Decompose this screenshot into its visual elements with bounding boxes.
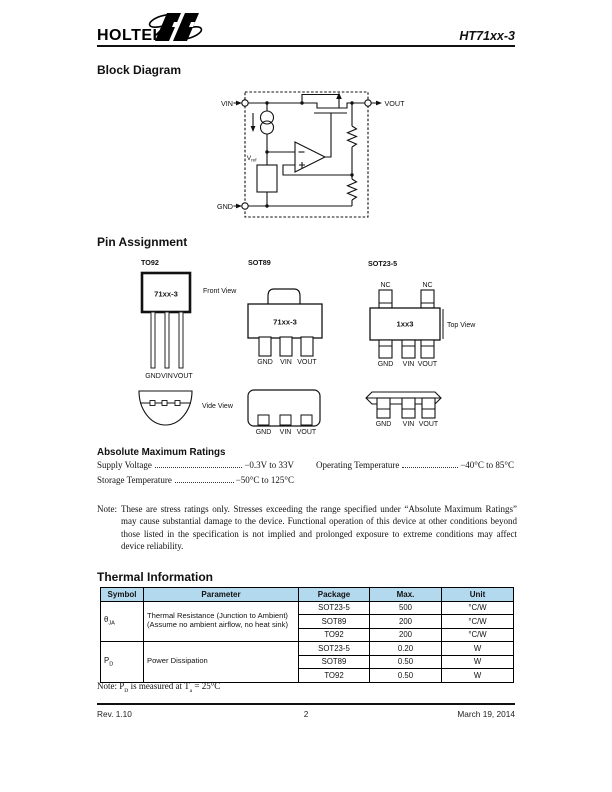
to92-bottom-view-label: Vide View: [202, 403, 233, 410]
table-header-cell: Max.: [370, 588, 442, 602]
package-cell: SOT23-5: [299, 642, 370, 656]
sot23-pin-label: VOUT: [417, 361, 438, 368]
sot89-pin-label: GND: [257, 359, 273, 366]
to92-name: TO92: [141, 258, 159, 267]
table-header-cell: Unit: [442, 588, 514, 602]
junction-dot: [350, 173, 353, 176]
source-loop-wire: [302, 95, 339, 109]
gate-drive-wire: [325, 113, 331, 157]
sot89-part-label: 71xx-3: [273, 317, 297, 327]
block-diagram-figure: [195, 86, 425, 226]
to92-dome-pin: [175, 401, 180, 406]
sot23-nc-label: NC: [422, 282, 433, 289]
pin-assignment-heading: Pin Assignment: [97, 235, 188, 249]
rating-value: −50°C to 125°C: [235, 474, 294, 485]
sot89-pin-label: VOUT: [297, 359, 317, 366]
abs-max-note: [97, 503, 517, 553]
sot89-pin: [280, 337, 292, 356]
to92-dome: [139, 391, 192, 425]
vin-arrow-icon: [236, 101, 242, 106]
dot-leader: [402, 467, 458, 468]
sot89-pad-label: GND: [255, 429, 272, 436]
sot89-pin: [259, 337, 271, 356]
vin-terminal: [242, 100, 248, 106]
to92-part-label: 71xx-3: [154, 289, 178, 299]
sot23-side-pin: [402, 398, 415, 418]
abs-max-right-column: [316, 460, 514, 475]
unit-cell: °C/W: [442, 615, 514, 629]
parameter-cell: [144, 642, 299, 683]
sot89-front-view: [248, 258, 322, 366]
junction-dot: [265, 204, 268, 207]
gnd-label: GND: [217, 202, 233, 211]
sot23-side-pin-label: VOUT: [418, 421, 439, 428]
rating-label: Storage Temperature: [97, 474, 172, 485]
pin-assignment-figure: [97, 252, 515, 442]
table-header-cell: Package: [299, 588, 370, 602]
sot23-side-pin-label: VIN: [402, 421, 415, 428]
gnd-terminal: [242, 203, 248, 209]
sot89-pin: [301, 337, 313, 356]
abs-max-heading: Absolute Maximum Ratings: [97, 447, 226, 458]
max-cell: 0.20: [370, 642, 442, 656]
transistor-arrow-icon: [336, 93, 342, 100]
unit-cell: W: [442, 642, 514, 656]
sot23-pin-label: VIN: [402, 361, 415, 368]
max-cell: 0.50: [370, 655, 442, 669]
footer-rule: [97, 703, 515, 705]
parameter-line: Power Dissipation: [147, 656, 208, 666]
to92-leg: [165, 312, 169, 368]
feedback-resistor-top: [348, 126, 357, 147]
junction-dot: [300, 101, 303, 104]
max-cell: 500: [370, 601, 442, 615]
vref-label: $V_{ref}$: [246, 155, 257, 163]
vin-label: VIN: [221, 99, 233, 108]
vout-arrow-icon: [376, 101, 382, 106]
thermal-row: [101, 601, 514, 615]
parameter-line: (Assume no ambient airflow, no heat sink): [147, 620, 288, 630]
current-arrow-icon: [251, 126, 256, 132]
thermal-header-row: [101, 588, 514, 602]
parameter-line: Thermal Resistance (Junction to Ambient): [147, 611, 288, 621]
sot23-bottom-pin: [402, 340, 415, 358]
sot89-pin-label: VIN: [280, 359, 292, 366]
note-label: Note:: [97, 504, 117, 514]
to92-pin-label: GND: [145, 373, 161, 380]
sot23-top-view-label: Top View: [447, 322, 476, 329]
abs-max-left-column: [97, 460, 294, 489]
feedback-resistor-bottom: [348, 179, 357, 200]
footer-date: March 19, 2014: [457, 709, 515, 719]
table-header-cell: Parameter: [144, 588, 299, 602]
unit-cell: W: [442, 669, 514, 683]
sot23-top-pin: [379, 290, 392, 308]
sot89-tab: [268, 289, 300, 305]
package-cell: SOT23-5: [299, 601, 370, 615]
page-title: HT71xx-3: [459, 29, 515, 43]
thermal-table: [100, 587, 514, 683]
ic-boundary-box: [245, 92, 368, 217]
sot23-part-label: 1xx3: [396, 319, 414, 329]
vout-terminal: [365, 100, 371, 106]
symbol-cell: $\theta_{JA}$: [101, 601, 144, 642]
package-cell: TO92: [299, 669, 370, 683]
sot23-side-pin: [377, 398, 390, 418]
note-text: These are stress ratings only. Stresses exceeding the range specified under “Absolute Maximum Ratings” may cause substantial damage to the device. Functional operation of this device at other conditions beyond those listed in the specification is not implied and prolonged exposure to extreme conditions may affect device reliability.: [121, 504, 517, 552]
thermal-row: [101, 642, 514, 656]
thermal-heading: Thermal Information: [97, 570, 214, 584]
parameter-cell: [144, 601, 299, 642]
rating-label: Supply Voltage: [97, 460, 152, 470]
logo-wordmark: HOLTEK: [97, 27, 165, 44]
gnd-arrow-icon: [236, 204, 242, 209]
rating-value: −0.3V to 33V: [244, 460, 294, 470]
sot23-side-pin-label: GND: [375, 421, 392, 428]
sot23-name: SOT23-5: [368, 259, 398, 268]
to92-front-view-label: Front View: [203, 288, 237, 295]
to92-leg: [151, 312, 155, 368]
rating-row: [316, 460, 514, 475]
sot23-top-pin: [421, 290, 434, 308]
rating-label: Operating Temperature: [316, 460, 400, 470]
holtek-logo: [97, 14, 277, 48]
junction-dot: [265, 101, 268, 104]
to92-front-view: [141, 258, 237, 380]
table-header-cell: Symbol: [101, 588, 144, 602]
package-cell: SOT89: [299, 615, 370, 629]
unit-cell: W: [442, 655, 514, 669]
footer-page-number: 2: [303, 709, 309, 719]
unit-cell: °C/W: [442, 628, 514, 642]
footer-revision: Rev. 1.10: [97, 709, 132, 719]
to92-pin-label: VIN: [161, 373, 173, 380]
opamp-plus-wire: [283, 165, 352, 175]
block-diagram-heading: Block Diagram: [97, 63, 182, 77]
max-cell: 200: [370, 628, 442, 642]
sot23-top-view: [368, 259, 476, 368]
rating-row: [97, 460, 294, 475]
sot23-side-pin: [422, 398, 435, 418]
current-source-symbol: [261, 111, 274, 124]
current-source-symbol: [261, 121, 274, 134]
thermal-note: Note: $P_D$ is measured at $T_a = 25^\circ C$: [97, 681, 221, 694]
vref-box: [257, 165, 277, 192]
to92-pin-label: VOUT: [173, 373, 193, 380]
max-cell: 200: [370, 615, 442, 629]
to92-dome-pin: [150, 401, 155, 406]
dot-leader: [155, 467, 242, 468]
rating-row: [97, 475, 294, 490]
symbol-cell: $P_D$: [101, 642, 144, 683]
junction-dot: [350, 101, 353, 104]
to92-leg: [179, 312, 183, 368]
to92-dome-pin: [162, 401, 167, 406]
header-rule: [97, 45, 515, 47]
sot89-pad: [280, 415, 291, 425]
sot89-name: SOT89: [248, 258, 271, 267]
sot89-pad: [258, 415, 269, 425]
sot89-pad: [301, 415, 312, 425]
sot23-bottom-pin: [421, 340, 434, 358]
error-amplifier: [295, 142, 325, 172]
sot89-pad-label: VIN: [279, 429, 292, 436]
package-cell: SOT89: [299, 655, 370, 669]
sot23-bottom-pin: [379, 340, 392, 358]
rating-value: −40°C to 85°C: [460, 460, 514, 470]
dot-leader: [175, 482, 234, 483]
sot23-pin-label: GND: [377, 361, 394, 368]
sot89-pad-label: VOUT: [296, 429, 317, 436]
junction-dot: [265, 150, 268, 153]
vout-label: VOUT: [384, 99, 405, 108]
to92-bottom-view: [139, 391, 234, 425]
package-cell: TO92: [299, 628, 370, 642]
max-cell: 0.50: [370, 669, 442, 683]
sot23-side-view: [366, 392, 441, 428]
sot23-nc-label: NC: [380, 282, 391, 289]
sot89-bottom-view: [248, 390, 320, 436]
unit-cell: °C/W: [442, 601, 514, 615]
